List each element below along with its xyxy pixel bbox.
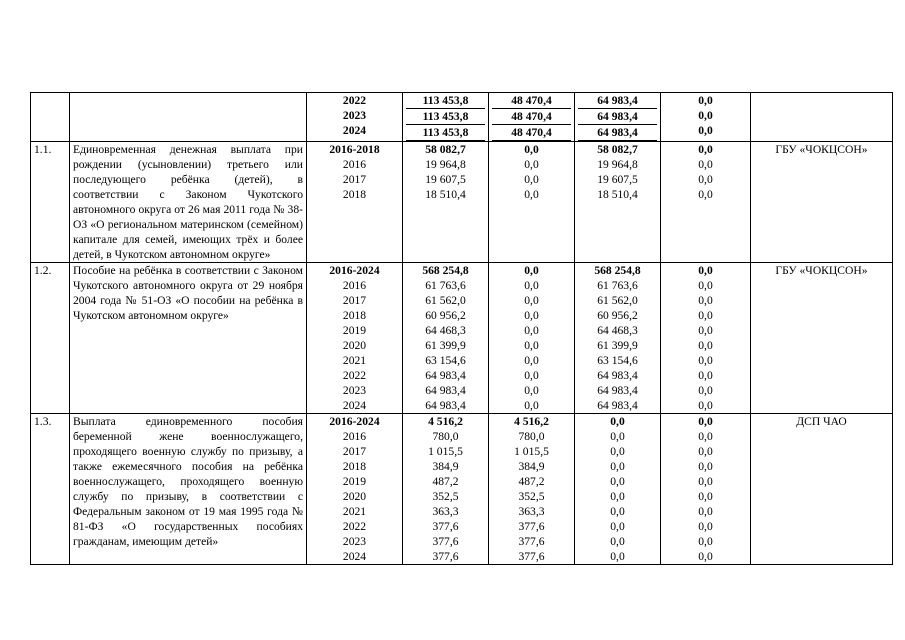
district-budget-cell-value: 363,3 — [518, 505, 545, 518]
district-budget-cell-value: 48 470,4 — [492, 109, 571, 125]
other-sources-cell-value: 0,0 — [698, 460, 713, 473]
year-cell-value: 2017 — [342, 294, 367, 307]
regional-budget-cell-value: 63 154,6 — [597, 354, 638, 367]
district-budget-cell-value: 0,0 — [524, 279, 539, 292]
regional-budget-cell-value: 0,0 — [610, 550, 625, 563]
regional-budget-cell-value: 64 983,4 — [578, 93, 657, 109]
other-sources-cell-value: 0,0 — [698, 490, 713, 503]
district-budget-cell-value: 0,0 — [524, 324, 539, 337]
executor: ГБУ «ЧОКЦСОН» — [751, 263, 893, 414]
district-budget-cell-value: 0,0 — [524, 143, 539, 156]
regional-budget-cell-value: 64 468,3 — [597, 324, 638, 337]
district-budget-cell-value: 487,2 — [518, 475, 545, 488]
total-cell-value: 63 154,6 — [425, 354, 466, 367]
other-sources-cell-value: 0,0 — [698, 324, 713, 337]
district-budget-cell — [489, 263, 575, 414]
regional-budget-cell-value: 61 763,6 — [597, 279, 638, 292]
total-cell-value: 384,9 — [432, 460, 459, 473]
year-cell-value: 2016 — [342, 430, 367, 443]
total-cell-value: 64 983,4 — [425, 399, 466, 412]
total-cell-value: 113 453,8 — [406, 109, 485, 125]
executor: ГБУ «ЧОКЦСОН» — [751, 142, 893, 263]
other-sources-cell-value: 0,0 — [698, 124, 713, 137]
table-row — [31, 93, 893, 142]
total-cell-value: 363,3 — [432, 505, 459, 518]
total-cell-value: 64 468,3 — [425, 324, 466, 337]
other-sources-cell-value: 0,0 — [698, 384, 713, 397]
regional-budget-cell-value: 0,0 — [610, 415, 625, 428]
other-sources-cell-value: 0,0 — [698, 188, 713, 201]
regional-budget-cell-value: 64 983,4 — [578, 109, 657, 125]
district-budget-cell-value: 0,0 — [524, 173, 539, 186]
other-sources-cell-value: 0,0 — [698, 309, 713, 322]
other-sources-cell-value: 0,0 — [698, 264, 713, 277]
row-description — [70, 414, 307, 565]
table-row — [31, 414, 893, 565]
year-cell-value: 2023 — [342, 384, 367, 397]
other-sources-cell-value: 0,0 — [698, 294, 713, 307]
total-cell — [403, 142, 489, 263]
executor — [751, 93, 893, 142]
total-cell-value: 113 453,8 — [406, 125, 485, 141]
executor: ДСП ЧАО — [751, 414, 893, 565]
year-cell-value: 2018 — [342, 188, 367, 201]
row-number: 1.2. — [31, 263, 70, 414]
total-cell-value: 58 082,7 — [425, 143, 466, 156]
total-cell-value: 487,2 — [432, 475, 459, 488]
description-text: Единовременная денежная выплата при рождении (усыновлении) третьего или последующего ребёнка (детей), в соответствии с Законом Чукотского автономного округа от 26 мая 2011 года № 38-ОЗ «О региональном материнском (семейном) капитале для семей, имеющих трёх и более детей, в Чукотском автономном округе» — [73, 143, 303, 261]
regional-budget-cell-value: 0,0 — [610, 490, 625, 503]
year-cell-value: 2024 — [342, 399, 367, 412]
row-description — [70, 93, 307, 142]
total-cell-value: 19 607,5 — [425, 173, 466, 186]
year-cell-value: 2018 — [342, 309, 367, 322]
district-budget-cell-value: 384,9 — [518, 460, 545, 473]
year-cell-value: 2020 — [342, 490, 367, 503]
other-sources-cell-value: 0,0 — [698, 550, 713, 563]
regional-budget-cell — [575, 414, 661, 565]
other-sources-cell-value: 0,0 — [698, 399, 713, 412]
other-sources-cell-value: 0,0 — [698, 505, 713, 518]
regional-budget-cell — [575, 142, 661, 263]
other-sources-cell — [661, 93, 751, 142]
regional-budget-cell-value: 568 254,8 — [594, 264, 641, 277]
total-cell-value: 61 763,6 — [425, 279, 466, 292]
regional-budget-cell-value: 18 510,4 — [597, 188, 638, 201]
table-row — [31, 142, 893, 263]
total-cell-value: 19 964,8 — [425, 158, 466, 171]
other-sources-cell-value: 0,0 — [698, 415, 713, 428]
regional-budget-cell-value: 0,0 — [610, 430, 625, 443]
district-budget-cell-value: 352,5 — [518, 490, 545, 503]
year-cell-value: 2021 — [342, 354, 367, 367]
regional-budget-cell-value: 64 983,4 — [597, 369, 638, 382]
district-budget-cell-value: 780,0 — [518, 430, 545, 443]
district-budget-cell-value: 0,0 — [524, 399, 539, 412]
other-sources-cell-value: 0,0 — [698, 279, 713, 292]
total-cell-value: 780,0 — [432, 430, 459, 443]
regional-budget-cell-value: 64 983,4 — [597, 399, 638, 412]
district-budget-cell-value: 48 470,4 — [492, 125, 571, 141]
district-budget-cell-value: 0,0 — [524, 158, 539, 171]
total-cell-value: 568 254,8 — [422, 264, 469, 277]
total-cell-value: 61 399,9 — [425, 339, 466, 352]
total-cell-value: 61 562,0 — [425, 294, 466, 307]
district-budget-cell-value: 0,0 — [524, 384, 539, 397]
district-budget-cell-value: 377,6 — [518, 550, 545, 563]
other-sources-cell-value: 0,0 — [698, 535, 713, 548]
year-cell — [307, 263, 403, 414]
year-cell-value: 2017 — [342, 173, 367, 186]
year-cell-value: 2022 — [342, 520, 367, 533]
regional-budget-cell-value: 0,0 — [610, 460, 625, 473]
other-sources-cell-value: 0,0 — [698, 369, 713, 382]
year-cell — [307, 414, 403, 565]
district-budget-cell-value: 377,6 — [518, 520, 545, 533]
other-sources-cell-value: 0,0 — [698, 430, 713, 443]
year-cell-value: 2024 — [342, 550, 367, 563]
year-cell — [307, 142, 403, 263]
total-cell-value: 377,6 — [432, 550, 459, 563]
year-cell-value: 2022 — [342, 369, 367, 382]
row-number — [31, 93, 70, 142]
total-cell-value: 60 956,2 — [425, 309, 466, 322]
other-sources-cell-value: 0,0 — [698, 109, 713, 122]
district-budget-cell — [489, 142, 575, 263]
year-cell-value: 2022 — [342, 94, 367, 107]
regional-budget-cell — [575, 93, 661, 142]
district-budget-cell-value: 4 516,2 — [514, 415, 549, 428]
other-sources-cell — [661, 414, 751, 565]
total-cell-value: 18 510,4 — [425, 188, 466, 201]
total-cell — [403, 414, 489, 565]
year-cell-value: 2019 — [342, 475, 367, 488]
regional-budget-cell — [575, 263, 661, 414]
regional-budget-cell-value: 0,0 — [610, 505, 625, 518]
district-budget-cell-value: 0,0 — [524, 294, 539, 307]
year-cell-value: 2016 — [342, 158, 367, 171]
year-cell-value: 2019 — [342, 324, 367, 337]
year-cell-value: 2016-2024 — [329, 415, 380, 428]
other-sources-cell-value: 0,0 — [698, 520, 713, 533]
year-cell-value: 2017 — [342, 445, 367, 458]
other-sources-cell-value: 0,0 — [698, 158, 713, 171]
total-cell-value: 64 983,4 — [425, 369, 466, 382]
district-budget-cell-value: 0,0 — [524, 354, 539, 367]
regional-budget-cell-value: 60 956,2 — [597, 309, 638, 322]
row-description — [70, 263, 307, 414]
table-row — [31, 263, 893, 414]
district-budget-cell-value: 0,0 — [524, 188, 539, 201]
year-cell-value: 2024 — [342, 124, 367, 137]
regional-budget-cell-value: 0,0 — [610, 475, 625, 488]
district-budget-cell-value: 1 015,5 — [514, 445, 549, 458]
total-cell-value: 352,5 — [432, 490, 459, 503]
district-budget-cell-value: 48 470,4 — [492, 93, 571, 109]
regional-budget-cell-value: 0,0 — [610, 520, 625, 533]
regional-budget-cell-value: 61 399,9 — [597, 339, 638, 352]
other-sources-cell-value: 0,0 — [698, 143, 713, 156]
district-budget-cell-value: 377,6 — [518, 535, 545, 548]
row-description — [70, 142, 307, 263]
year-cell-value: 2016 — [342, 279, 367, 292]
other-sources-cell-value: 0,0 — [698, 445, 713, 458]
total-cell-value: 377,6 — [432, 520, 459, 533]
description-text: Выплата единовременного пособия беременной жене военнослужащего, проходящего военную службу по призыву, а также ежемесячного пособия на ребёнка военнослужащего, проходящего военную службу по призыву, в соответствии с Федеральным законом от 19 мая 1995 года № 81-ФЗ «О государственных пособиях гражданам, имеющим детей» — [73, 415, 303, 548]
row-number: 1.3. — [31, 414, 70, 565]
total-cell-value: 113 453,8 — [406, 93, 485, 109]
regional-budget-cell-value: 64 983,4 — [578, 125, 657, 141]
year-cell-value: 2020 — [342, 339, 367, 352]
total-cell — [403, 263, 489, 414]
financing-table — [30, 92, 893, 565]
regional-budget-cell-value: 0,0 — [610, 445, 625, 458]
district-budget-cell — [489, 93, 575, 142]
total-cell-value: 377,6 — [432, 535, 459, 548]
other-sources-cell-value: 0,0 — [698, 354, 713, 367]
district-budget-cell-value: 0,0 — [524, 369, 539, 382]
other-sources-cell-value: 0,0 — [698, 94, 713, 107]
total-cell — [403, 93, 489, 142]
year-cell-value: 2018 — [342, 460, 367, 473]
year-cell-value: 2023 — [342, 535, 367, 548]
row-number: 1.1. — [31, 142, 70, 263]
regional-budget-cell-value: 64 983,4 — [597, 384, 638, 397]
total-cell-value: 4 516,2 — [428, 415, 463, 428]
regional-budget-cell-value: 61 562,0 — [597, 294, 638, 307]
other-sources-cell-value: 0,0 — [698, 339, 713, 352]
district-budget-cell-value: 0,0 — [524, 264, 539, 277]
district-budget-cell-value: 0,0 — [524, 339, 539, 352]
regional-budget-cell-value: 58 082,7 — [597, 143, 638, 156]
regional-budget-cell-value: 19 607,5 — [597, 173, 638, 186]
regional-budget-cell-value: 19 964,8 — [597, 158, 638, 171]
year-cell-value: 2016-2018 — [329, 143, 380, 156]
other-sources-cell — [661, 263, 751, 414]
district-budget-cell-value: 0,0 — [524, 309, 539, 322]
year-cell-value: 2021 — [342, 505, 367, 518]
year-cell — [307, 93, 403, 142]
year-cell-value: 2023 — [342, 109, 367, 122]
year-cell-value: 2016-2024 — [329, 264, 380, 277]
other-sources-cell-value: 0,0 — [698, 475, 713, 488]
other-sources-cell-value: 0,0 — [698, 173, 713, 186]
total-cell-value: 64 983,4 — [425, 384, 466, 397]
regional-budget-cell-value: 0,0 — [610, 535, 625, 548]
district-budget-cell — [489, 414, 575, 565]
description-text: Пособие на ребёнка в соответствии с Законом Чукотского автономного округа от 29 ноября 2004 года № 51-ОЗ «О пособии на ребёнка в Чукотском автономном округе» — [73, 264, 303, 322]
total-cell-value: 1 015,5 — [428, 445, 463, 458]
other-sources-cell — [661, 142, 751, 263]
